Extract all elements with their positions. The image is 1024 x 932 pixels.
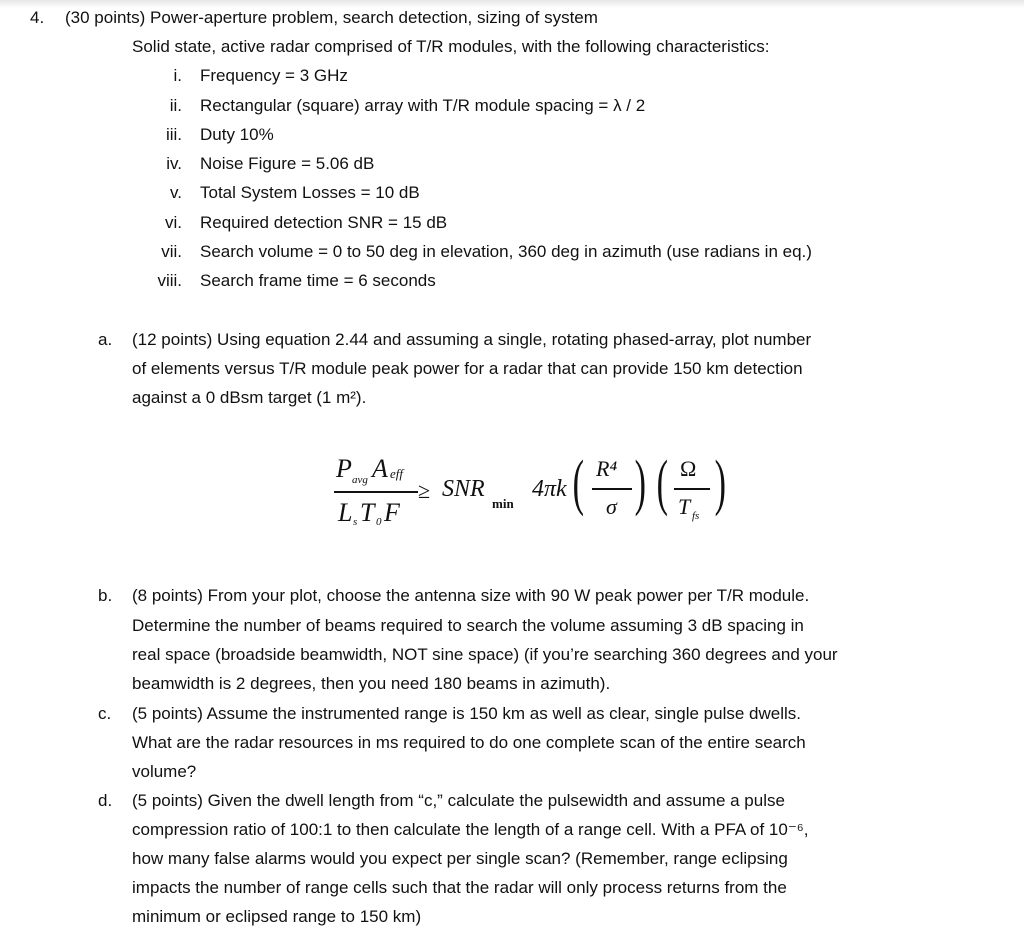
part-a-line: (12 points) Using equation 2.44 and assuming a single, rotating phased-array, plot number — [132, 330, 812, 349]
list-item: Total System Losses = 10 dB — [200, 183, 420, 202]
list-item: Required detection SNR = 15 dB — [200, 213, 448, 232]
question-header: (30 points) Power-aperture problem, search detection, sizing of system — [65, 8, 598, 27]
list-item-number: vii. — [161, 242, 182, 261]
part-a-line: against a 0 dBsm target (1 m²). — [132, 388, 367, 407]
list-item: Rectangular (square) array with T/R module spacing = λ / 2 — [200, 96, 646, 115]
eq-omega: Ω — [680, 456, 697, 481]
radar-search-equation — [330, 448, 750, 548]
eq-left-paren-2: ( — [656, 449, 669, 517]
list-item: Frequency = 3 GHz — [200, 66, 348, 85]
eq-right-paren-2: ) — [714, 449, 727, 517]
eq-tfs: T — [678, 494, 691, 519]
list-item-number: i. — [173, 66, 182, 85]
eq-snr: SNR — [442, 476, 485, 502]
eq-r4: R⁴ — [596, 456, 618, 481]
eq-snr-sub: min — [492, 496, 514, 511]
eq-sigma: σ — [606, 494, 617, 519]
eq-l-sub: s — [353, 516, 358, 528]
part-c-label: c. — [98, 704, 112, 723]
list-item-number: ii. — [169, 96, 182, 115]
part-a-line: of elements versus T/R module peak power for a radar that can provide 150 km detection — [132, 359, 803, 378]
list-item-number: vi. — [165, 213, 182, 232]
eq-p: P — [336, 454, 352, 483]
part-d-label: d. — [98, 791, 113, 810]
eq-t0-sub: 0 — [376, 516, 382, 528]
list-item: Search volume = 0 to 50 deg in elevation, 360 deg in azimuth (use radians in eq.) — [200, 242, 812, 261]
eq-t0: T — [360, 498, 375, 527]
part-b-line: (8 points) From your plot, choose the antenna size with 90 W peak power per T/R module. — [132, 586, 810, 605]
eq-p-sub: avg — [352, 474, 368, 486]
part-c-line: What are the radar resources in ms required to do one complete scan of the entire search — [132, 733, 806, 752]
part-d-line: minimum or eclipsed range to 150 km) — [132, 907, 422, 926]
eq-a-sub: eff — [390, 466, 403, 481]
eq-left-paren-1: ( — [572, 449, 585, 517]
part-c-line: (5 points) Assume the instrumented range is 150 km as well as clear, single pulse dwells. — [132, 704, 801, 723]
part-b-line: Determine the number of beams required to search the volume assuming 3 dB spacing in — [132, 616, 804, 635]
list-item-number: iv. — [166, 154, 182, 173]
part-d-line: (5 points) Given the dwell length from “c,” calculate the pulsewidth and assume a pulse — [132, 791, 785, 810]
list-item-number: v. — [170, 183, 182, 202]
eq-time-fraction-bar — [674, 488, 710, 490]
part-b-line: beamwidth is 2 degrees, then you need 180 beams in azimuth). — [132, 674, 611, 693]
list-item: Duty 10% — [200, 125, 274, 144]
list-item-number: viii. — [157, 271, 182, 290]
part-a-label: a. — [98, 330, 113, 349]
part-c-line: volume? — [132, 762, 197, 781]
eq-right-paren-1: ) — [634, 449, 647, 517]
eq-const: 4πk — [532, 476, 567, 502]
eq-relation: ≥ — [418, 478, 431, 503]
top-shadow-bar — [0, 0, 1024, 8]
eq-a: A — [372, 454, 388, 483]
part-d-line: how many false alarms would you expect per single scan? (Remember, range eclipsing — [132, 849, 788, 868]
list-item: Noise Figure = 5.06 dB — [200, 154, 375, 173]
eq-tfs-sub: fs — [692, 510, 700, 522]
part-b-label: b. — [98, 586, 113, 605]
list-item-number: iii. — [165, 125, 182, 144]
part-b-line: real space (broadside beamwidth, NOT sine space) (if you’re searching 360 degrees and your — [132, 645, 838, 664]
question-number: 4. — [30, 8, 45, 27]
part-d-line: impacts the number of range cells such that the radar will only process returns from the — [132, 878, 787, 897]
part-d-line: compression ratio of 100:1 to then calculate the length of a range cell. With a PFA of 10⁻⁶, — [132, 820, 809, 839]
question-intro: Solid state, active radar comprised of T/R modules, with the following characteristics: — [132, 37, 770, 56]
list-item: Search frame time = 6 seconds — [200, 271, 436, 290]
eq-f: F — [384, 498, 400, 527]
eq-lhs-fraction-bar — [334, 491, 418, 493]
eq-l: L — [338, 498, 353, 527]
eq-range-fraction-bar — [592, 488, 632, 490]
